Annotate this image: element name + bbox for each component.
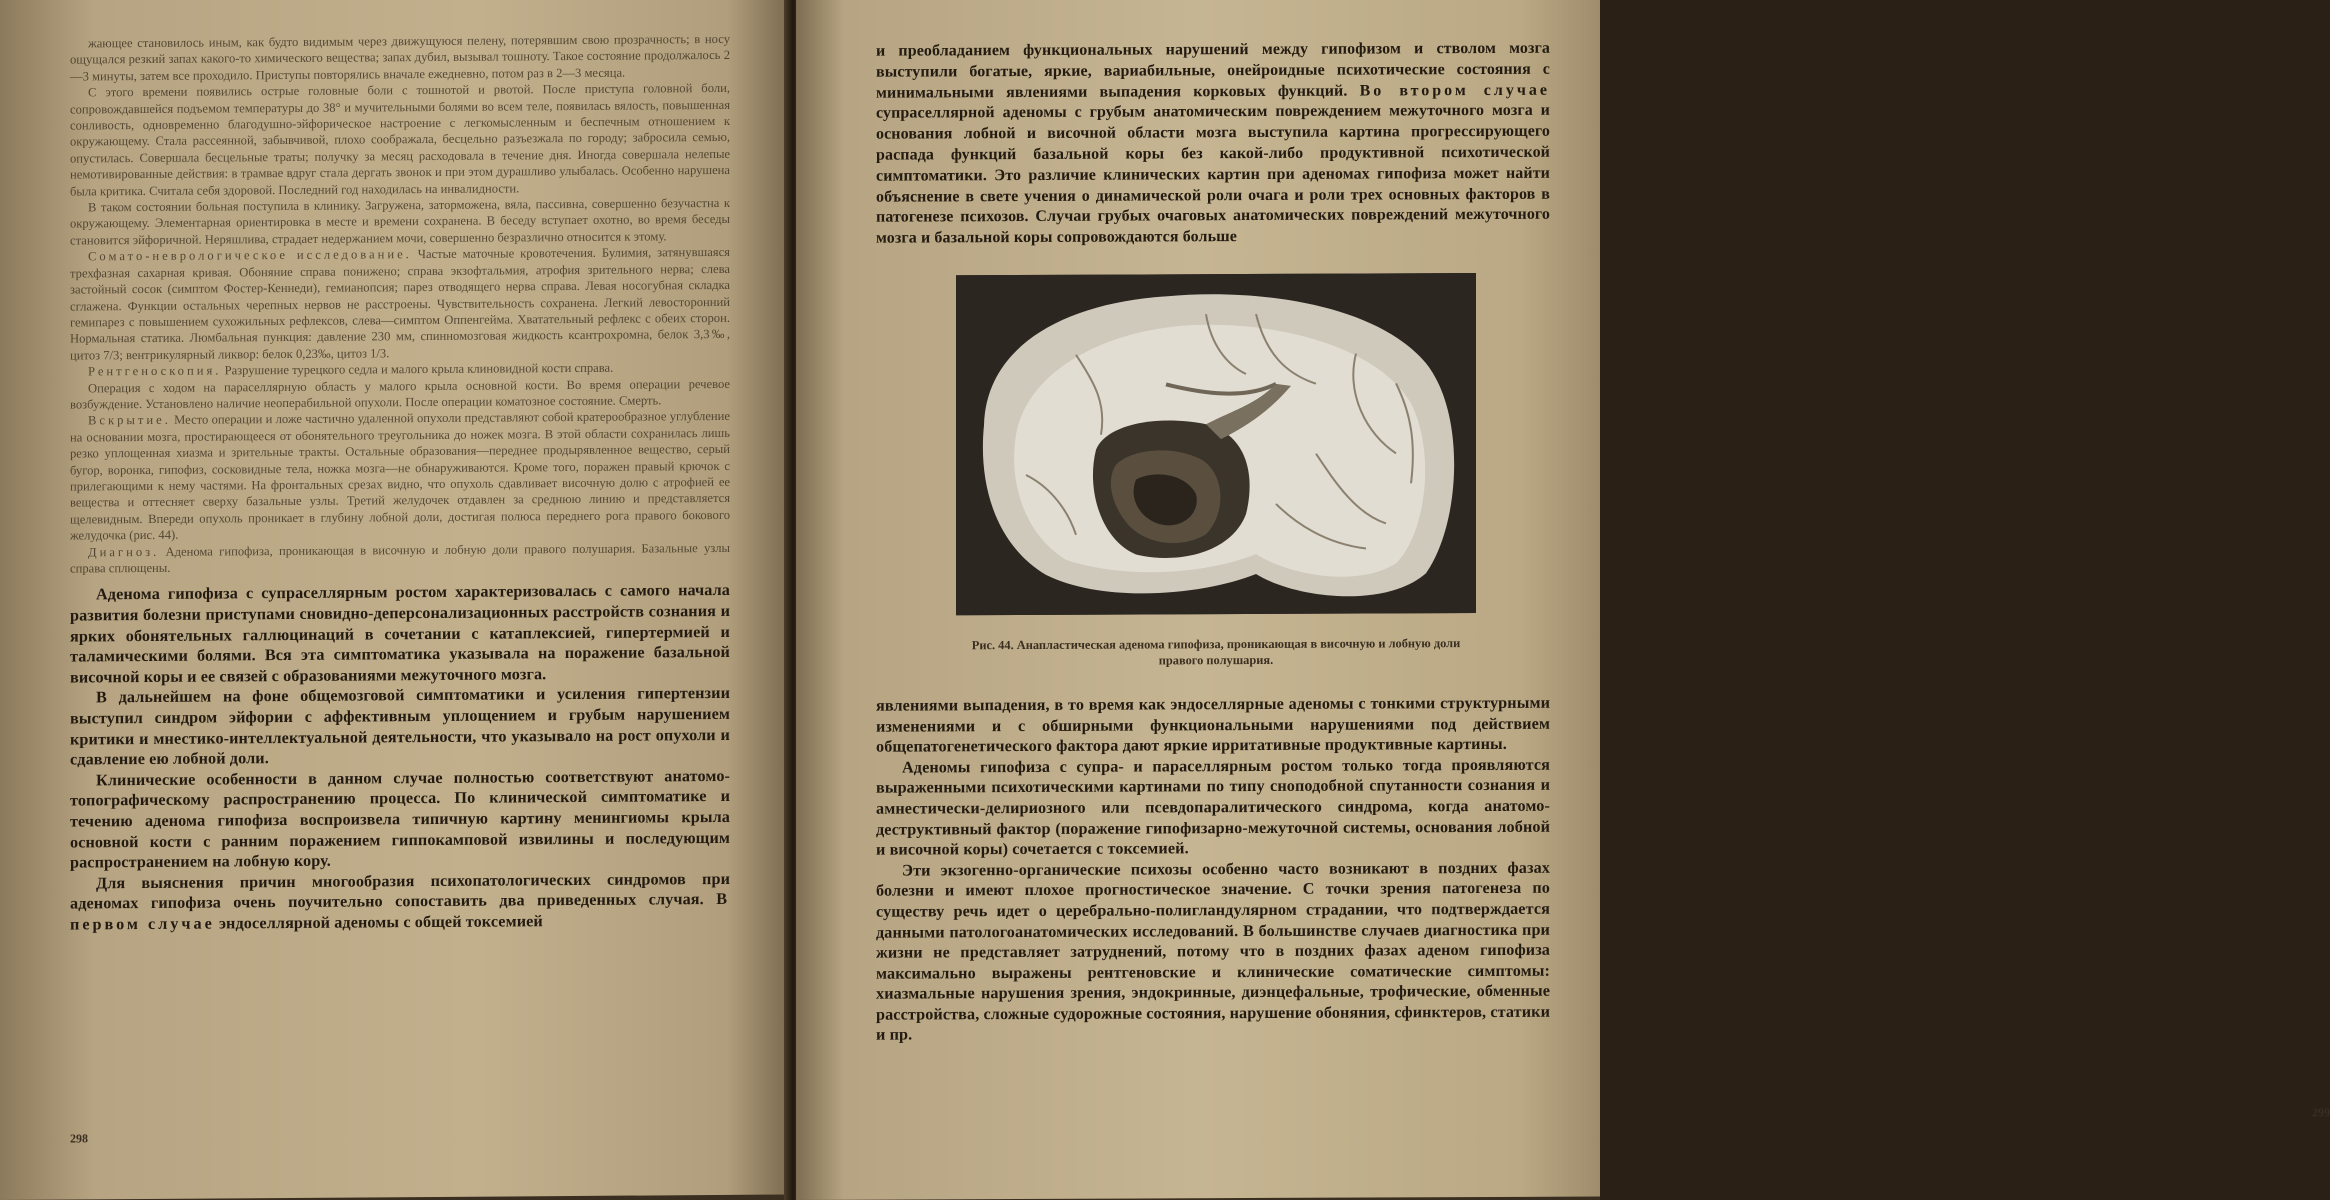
main-paragraph-2: В дальнейшем на фоне общемозговой симптоматики и усиления гипертензии выступил синдром эйфории с аффективным уплощением и грубым нарушением критики и мнестико-интеллектуальной деятельности, что указывало на рост опухоли и сдавление ею лобной доли. [70, 684, 730, 769]
autopsy-heading: Вскрытие. [88, 413, 171, 428]
history-paragraph-1: жающее становилось иным, как будто видимым через движущуюся пелену, потерявшим свою прозрачность; в носу ощущался резкий запах какого-то химического вещества; запах дубил, вызывал тошноту. Такое состояние продолжалось 2—3 минуты, затем все проходило. Приступы повторялись вначале ежедневно, потом раз в 2—3 месяца. [70, 31, 730, 84]
left-page [0, 0, 790, 1200]
figure-caption: Рис. 44. Анапластическая аденома гипофиза, проникающая в височную и лобную доли правого полушария. [971, 636, 1461, 668]
first-case-spaced: В первом случае [70, 890, 730, 934]
history-paragraph-2: С этого времени появились острые головные боли с тошнотой и рвотой. После приступа головной боли, сопровождавшейся подъемом температуры до 38° и мучительными болями во всем теле, появилась вялость, повышенная сонливость, одновременно благодушно-эйфорическое настроение с легкомысленным и беспечным отношением к окружающему. Стала рассеянной, забывчивой, плохо соображала, бесцельно разъезжала по городу; забросила семью, опустилась. Совершала бесцельные траты; получку за месяц расходовала в течение дня. Иногда совершала нелепые немотивированные действия: в трамвае вдруг стала дергать звонок и при этом дурашливо улыбалась. Особенно нарушена была критика. Считала себя здоровой. Последний год находилась на инвалидности. [70, 81, 730, 199]
right-bottom-text [876, 693, 1550, 1046]
main-paragraph-1: Аденома гипофиза с супраселлярным ростом характеризовалась с самого начала развития болезни приступами сновидно-деперсонализационных расстройств сознания и ярких обонятельных галлюцинаций в сочетании с катаплексией, гипертермией и таламическими болями. Вся эта симптоматика указывала на поражение базальной височной коры и ее связей с образованиями межуточного мозга. [70, 581, 730, 687]
right-paragraph-3: Аденомы гипофиза с супра- и параселлярным ростом только тогда проявляются выраженными психотическими картинами по типу сноподобной спутанности сознания и амнестически-делириозного или псевдопаралитического синдрома, когда анатомо-деструктивный фактор (поражение гипофизарно-межуточной системы, основания лобной и височной коры) сочетается с токсемией. [876, 755, 1550, 859]
history-paragraph-3: В таком состоянии больная поступила в клинику. Загружена, заторможена, вяла, пассивна, совершенно безучастна к окружающему. Элементарная ориентировка в месте и времени сохранена. В беседу вступает охотно, во время беседы становится эйфоричной. Неряшлива, страдает недержанием мочи, совершенно безразлично относится к этому. [70, 195, 730, 248]
right-top-text [876, 39, 1550, 250]
last-paragraph-end: эндоселлярной аденомы с общей токсемией [218, 912, 543, 933]
right-top-part1: и преобладанием функциональных нарушений между гипофизом и стволом мозга выступили богатые, яркие, вариабильные, онейроидные психотические состояния с минимальными явлениями выпадения корковых функций. [876, 39, 1550, 102]
autopsy-paragraph [70, 408, 730, 544]
diagnosis-heading: Диагноз. [88, 544, 160, 559]
diagnosis-paragraph [70, 539, 730, 576]
xray-heading: Рентгеноскопия. [88, 363, 222, 379]
case-history-small-print [70, 31, 730, 577]
somato-paragraph [70, 244, 730, 363]
right-page [796, 0, 2330, 1200]
right-paragraph-4: Эти экзогенно-органические психозы особенно часто возникают в поздних фазах болезни и имеют плохое прогностическое значение. С точки зрения патогенеза по существу речь идет о церебрально-полигландулярном страдании, что подтверждается данными патологоанатомических исследований. В большинстве случаев диагностика при жизни не представляет затруднений, потому что в поздних фазах аденом гипофиза максимально выражены рентгеновские и клинические соматические симптомы: хиазмальные нарушения зрения, эндокринные, диэнцефальные, трофические, обменные расстройства, сложные судорожные состояния, нарушение обоняния, сфинктеров, статики и пр. [876, 858, 1550, 1045]
somato-heading: Сомато-неврологическое исследование. [88, 247, 412, 264]
right-paragraph-1 [876, 39, 1550, 250]
right-top-part2: супраселлярной аденомы с грубым анатомическим повреждением межуточного мозга и основания лобной и височной области мозга выступила картина прогрессирующего распада функций базальной коры без какой-либо продуктивной психотической симптоматики. Это различие клинических картин при аденомах гипофиза может найти объяснение в свете учения о динамической роли очага и роли трех основных факторов в патогенезе психозов. Случаи грубых очаговых анатомических повреждений межуточного мозга и базальной коры сопровождаются больше [876, 102, 1550, 247]
brain-section-image [956, 273, 1476, 615]
main-paragraph-3: Клинические особенности в данном случае полностью соответствуют анатомо-топографическому распространению процесса. По клинической симптоматике и течению аденома гипофиза воспроизвела типичную картину менингиомы крыла основной кости с ранним поражением гиппокамповой извилины и последующим распространением на лобную кору. [70, 766, 730, 872]
main-paragraph-4 [70, 869, 730, 935]
brain-section-figure [956, 273, 1476, 615]
diagnosis-text: Аденома гипофиза, проникающая в височную и лобную доли правого полушария. Базальные узлы справа сплющены. [70, 540, 730, 576]
left-main-text [70, 580, 730, 935]
last-paragraph-start: Для выяснения причин многообразия психопатологических синдромов при аденомах гипофиза очень поучительно сопоставить два приведенных случая. [70, 869, 730, 913]
somato-text: Частые маточные кровотечения. Булимия, затянувшаяся трехфазная сахарная кривая. Обоняние справа понижено; справа экзофтальмия, атрофия зрительного нерва; слева застойный сосок (симптом Фостер-Кеннеди), гемианопсия; парез отводящего нерва справа. Левая носогубная складка сглажена. Функции остальных черепных нервов не расстроены. Чувствительность сохранена. Легкий левосторонний гемипарез с повышением сухожильных рефлексов, слева—симптом Оппенгейма. Хватательный рефлекс с обеих сторон. Нормальная статика. Люмбальная пункция: давление 230 мм, спинномозговая жидкость ксантрохромна, белок 3,3‰, цитоз 7/3; вентрикулярный ликвор: белок 0,23‰, цитоз 1/3. [70, 245, 730, 363]
page-number-left: 298 [70, 1131, 88, 1146]
operation-paragraph: Операция с ходом на параселлярную область у малого крыла основной кости. Во время операции речевое возбуждение. Установлено наличие неоперабильной опухоли. После операции коматозное состояние. Смерть. [70, 376, 730, 412]
page-number-right: 299 [2312, 1105, 2330, 1120]
second-case-spaced: Во втором случае [1359, 81, 1550, 100]
right-paragraph-2: явлениями выпадения, в то время как эндоселлярные аденомы с тонкими структурными изменениями и с обширными функциональными нарушениями под действием общепатогенетического фактора дают яркие ирритативные продуктивные картины. [876, 693, 1550, 756]
autopsy-text: Место операции и ложе частично удаленной опухоли представляют собой кратерообразное углубление на основании мозга, простирающееся от обонятельного треугольника до ножек мозга. В этой области сохранилась лишь резко уплощенная хиазма и зрительные тракты. Остальные образования—переднее продырявленное вещество, серый бугор, воронка, гипофиз, сосковидные тела, ножка мозга—не обнаруживаются. Кроме того, поражен правый крючок с прилегающими к нему частями. На фронтальных срезах видно, что опухоль сдавливает височную долю с атрофией ее вещества и оттесняет сверху базальные узлы. Третий желудочек отдавлен за среднюю линию и представляется щелевидным. Впереди опухоль проникает в глубину лобной доли, достигая полюса переднего рога правого бокового желудочка (рис. 44). [70, 409, 730, 543]
xray-text: Разрушение турецкого седла и малого крыла клиновидной кости справа. [224, 360, 614, 378]
